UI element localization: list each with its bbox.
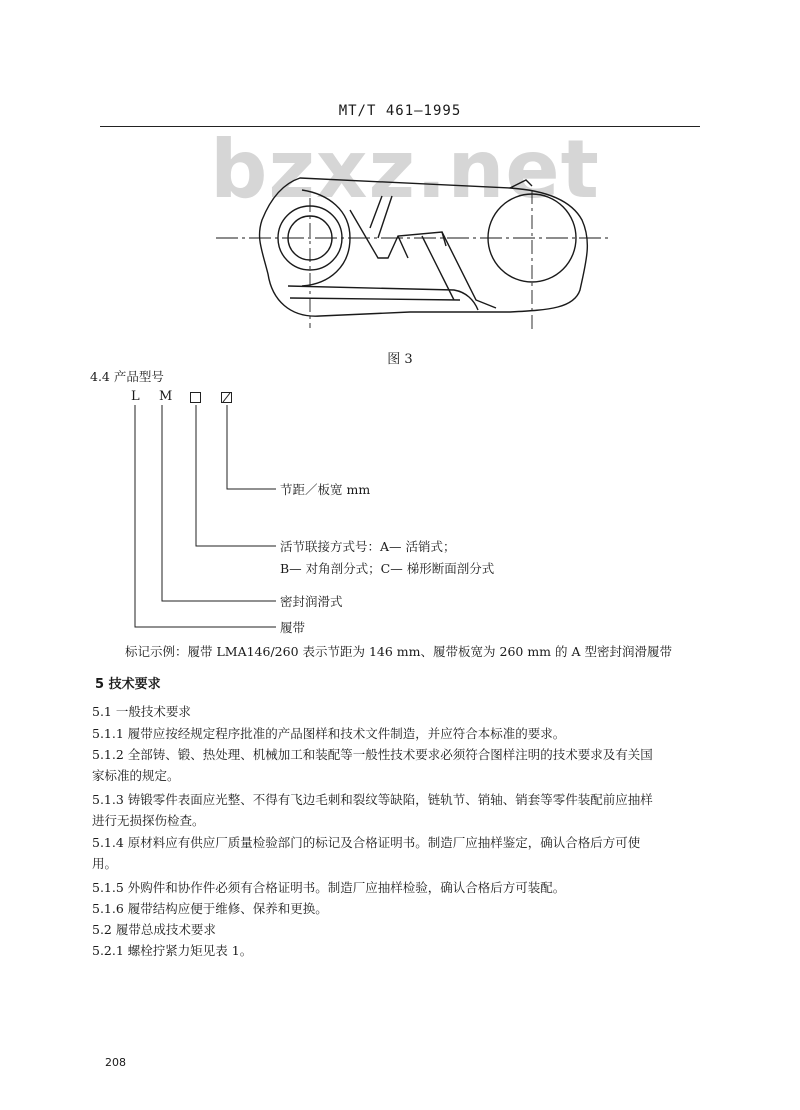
model-letter-l: L <box>131 389 140 404</box>
clause-5-1-1: 5.1.1 履带应按经规定程序批准的产品图样和技术文件制造，并应符合本标准的要求。 <box>92 726 566 741</box>
section-5-title: 5 技术要求 <box>95 677 161 692</box>
clause-5-1-3: 5.1.3 铸锻零件表面应光整、不得有飞边毛刺和裂纹等缺陷，链轨节、销轴、销套等零件装配前应抽样 <box>92 792 653 807</box>
clause-5-1-4: 5.1.4 原材料应有供应厂质量检验部门的标记及合格证明书。制造厂应抽样鉴定，确认合格后方可使 <box>92 835 641 850</box>
clause-5-1-3-cont: 进行无损探伤检查。 <box>92 813 205 828</box>
standard-number: MT/T 461—1995 <box>338 103 462 119</box>
marking-example: 标记示例：履带 LMA146/260 表示节距为 146 mm、履带板宽为 260 mm 的 A 型密封润滑履带 <box>125 644 672 659</box>
label-track: 履带 <box>280 620 306 635</box>
watermark: bzxz.net <box>210 123 600 216</box>
figure-caption: 图 3 <box>387 352 413 367</box>
section-4-4-heading: 4.4 产品型号 <box>90 369 164 384</box>
clause-5-1-6: 5.1.6 履带结构应便于维修、保养和更换。 <box>92 901 328 916</box>
label-joint-type-line1: 活节联接方式号：A— 活销式； <box>280 539 456 554</box>
model-letter-m: M <box>159 389 173 404</box>
clause-5-1: 5.1 一般技术要求 <box>92 704 191 719</box>
clause-5-2-1: 5.2.1 螺栓拧紧力矩见表 1。 <box>92 943 253 958</box>
page-number: 208 <box>105 1056 126 1069</box>
clause-5-2: 5.2 履带总成技术要求 <box>92 922 216 937</box>
clause-5-1-4-cont: 用。 <box>92 856 118 871</box>
label-pitch-width: 节距／板宽 mm <box>280 482 371 497</box>
label-seal-lube: 密封润滑式 <box>280 594 343 609</box>
clause-5-1-5: 5.1.5 外购件和协作件必须有合格证明书。制造厂应抽样检验，确认合格后方可装配。 <box>92 880 566 895</box>
clause-5-1-2: 5.1.2 全部铸、锻、热处理、机械加工和装配等一般性技术要求必须符合图样注明的技术要求及有关国 <box>92 747 653 762</box>
clause-5-1-2-cont: 家标准的规定。 <box>92 768 180 783</box>
label-joint-type-line2: B— 对角剖分式；C— 梯形断面剖分式 <box>280 561 495 576</box>
